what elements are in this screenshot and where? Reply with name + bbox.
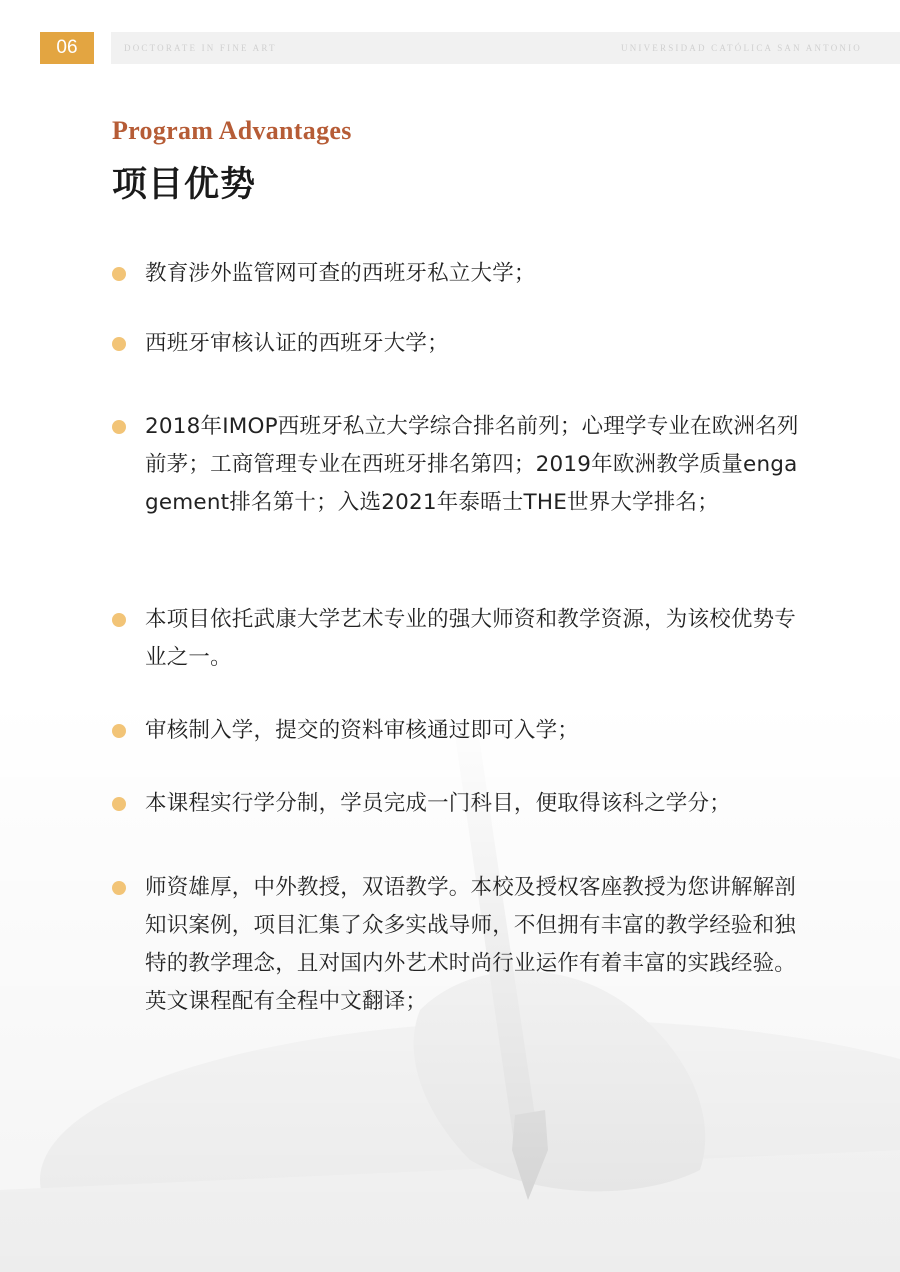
advantage-text: 西班牙审核认证的西班牙大学； — [145, 331, 449, 356]
header-university-name: UNIVERSIDAD CATÓLICA SAN ANTONIO — [621, 43, 862, 53]
advantage-text: 2018年IMOP西班牙私立大学综合排名前列；心理学专业在欧洲名列前茅；工商管理专业在西班牙排名第四；2019年欧洲教学质量engagement排名第十；入选2021年泰晤士THE世界大学排名； — [145, 414, 799, 515]
page-number: 06 — [40, 32, 94, 64]
bullet-dot — [112, 797, 126, 811]
bullet-dot — [112, 613, 126, 627]
advantage-text: 审核制入学，提交的资料审核通过即可入学； — [145, 718, 580, 743]
bullet-dot — [112, 337, 126, 351]
page-header — [0, 0, 900, 70]
advantage-text: 本项目依托武康大学艺术专业的强大师资和教学资源，为该校优势专业之一。 — [145, 607, 797, 670]
advantage-text: 本课程实行学分制，学员完成一门科目，便取得该科之学分； — [145, 791, 731, 816]
advantage-text: 教育涉外监管网可查的西班牙私立大学； — [145, 261, 536, 286]
section-title-chinese: 项目优势 — [112, 165, 257, 205]
header-program-name: DOCTORATE IN FINE ART — [124, 43, 277, 53]
header-strip — [111, 32, 900, 64]
bullet-dot — [112, 420, 126, 434]
bullet-dot — [112, 724, 126, 738]
section-title-english: Program Advantages — [112, 116, 352, 145]
bullet-dot — [112, 881, 126, 895]
advantage-text: 师资雄厚，中外教授，双语教学。本校及授权客座教授为您讲解解剖知识案例，项目汇集了众多实战导师，不但拥有丰富的教学经验和独特的教学理念，且对国内外艺术时尚行业运作有着丰富的实践经验。英文课程配有全程中文翻译； — [145, 875, 797, 1014]
bullet-dot — [112, 267, 126, 281]
